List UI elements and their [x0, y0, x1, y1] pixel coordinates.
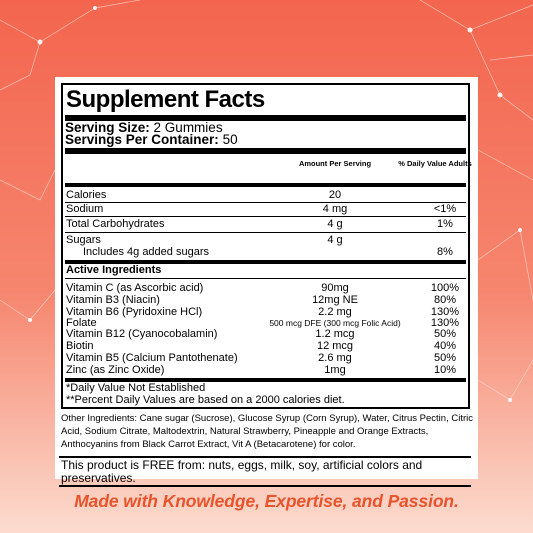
divider	[65, 232, 466, 233]
supplement-facts-box	[61, 83, 470, 409]
vitamin-row: Zinc (as Zinc Oxide) 1mg 10%	[66, 364, 457, 376]
active-ingredients-heading: Active Ingredients	[66, 264, 162, 276]
carbs-row: Total Carbohydrates 4 g 1%	[66, 218, 453, 230]
divider	[59, 485, 471, 487]
vitamin-row: Folate 500 mcg DFE (300 mcg Folic Acid) 130%	[66, 317, 460, 329]
other-ingredients: Other Ingredients: Cane sugar (Sucrose), Glucose Syrup (Corn Syrup), Water, Citrus Pectin, Citric Acid, Sodium Citrate, Maltodextrin, Natural Strawberry, Pineapple and Orange Extracts, Anthocyanins from Black Carrot Extract, Vit A (Betacarotene) for color.	[61, 413, 473, 450]
divider	[65, 278, 466, 279]
serving-size: Serving Size: 2 Gummies	[65, 120, 223, 135]
column-headers	[65, 155, 472, 183]
facts-title: Supplement Facts	[66, 86, 265, 113]
divider	[65, 148, 466, 154]
calories-row: Calories 20	[66, 189, 342, 201]
servings-per-container: Servings Per Container: 50	[65, 132, 238, 147]
vitamin-row: Biotin 12 mcg 40%	[66, 340, 457, 352]
vitamin-row: Vitamin B5 (Calcium Pantothenate) 2.6 mg 50%	[66, 352, 457, 364]
dv-header: % Daily Value Adults	[398, 159, 472, 168]
amount-header: Amount Per Serving	[298, 159, 372, 168]
divider	[65, 183, 466, 187]
added-sugars-row: Includes 4g added sugars 8%	[83, 246, 453, 258]
footnote-dv-not-established: *Daily Value Not Established	[66, 382, 206, 394]
vitamin-row: Vitamin B6 (Pyridoxine HCl) 2.2 mg 130%	[66, 306, 460, 318]
sodium-row: Sodium 4 mg <1%	[66, 203, 457, 215]
free-from-statement: This product is FREE from: nuts, eggs, milk, soy, artificial colors and preservatives.	[61, 458, 423, 485]
tagline: Made with Knowledge, Expertise, and Passion.	[74, 491, 459, 511]
vitamin-row: Vitamin B3 (Niacin) 12mg NE 80%	[66, 294, 457, 306]
sugars-row: Sugars 4 g	[66, 234, 343, 246]
divider	[65, 216, 466, 217]
vitamin-row: Vitamin B12 (Cyanocobalamin) 1.2 mcg 50%	[66, 328, 457, 340]
vitamin-row: Vitamin C (as Ascorbic acid) 90mg 100%	[66, 282, 460, 294]
footnote-percent-dv: **Percent Daily Values are based on a 2000 calories diet.	[66, 393, 345, 406]
